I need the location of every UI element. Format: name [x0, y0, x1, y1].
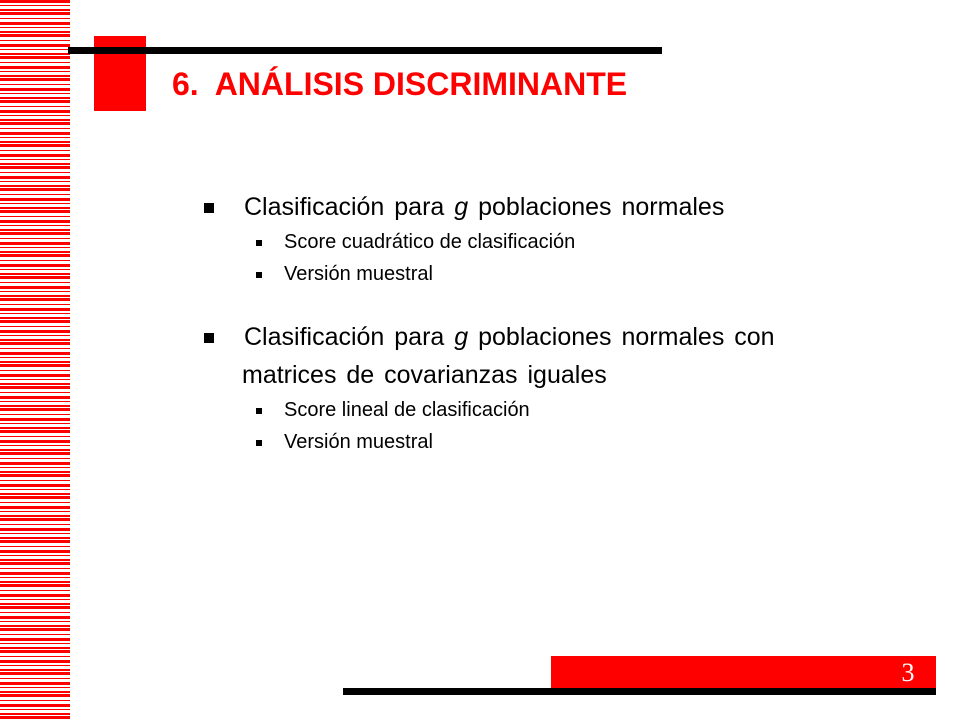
sub-bullet-item [204, 394, 924, 426]
spacer [204, 290, 924, 318]
decorative-stripe-bar [0, 0, 70, 720]
bullet-item [204, 188, 924, 226]
bullet-emphasis: g [454, 193, 469, 221]
slide-title [172, 64, 627, 104]
title-text: ANÁLISIS DISCRIMINANTE [214, 66, 628, 102]
small-square-bullet-icon [256, 272, 262, 278]
bullet-emphasis: g [454, 323, 469, 351]
square-bullet-icon [204, 203, 214, 213]
bullet-item [204, 318, 924, 394]
sub-bullet-item [204, 426, 924, 458]
slide-content [204, 188, 924, 458]
small-square-bullet-icon [256, 440, 262, 446]
bullet-text-tail: poblaciones normales [468, 193, 725, 221]
small-square-bullet-icon [256, 408, 262, 414]
square-bullet-icon [204, 333, 214, 343]
sub-bullet-text: Score cuadrático de clasificación [284, 231, 576, 253]
bullet-text: Clasificación para [244, 193, 455, 221]
bullet-continuation: matrices de covarianzas iguales [242, 361, 607, 389]
title-number: 6. [172, 66, 199, 102]
sub-bullet-item [204, 258, 924, 290]
footer-accent-bar [551, 656, 936, 689]
page-number: 3 [901, 658, 915, 687]
sub-bullet-item [204, 226, 924, 258]
bullet-text: Clasificación para [244, 323, 455, 351]
sub-bullet-text: Versión muestral [284, 263, 433, 285]
sub-bullet-text: Score lineal de clasificación [284, 399, 530, 421]
sub-bullet-text: Versión muestral [284, 431, 433, 453]
small-square-bullet-icon [256, 240, 262, 246]
bullet-text-tail: poblaciones normales con [468, 323, 775, 351]
footer-rule [343, 688, 936, 695]
title-rule [68, 47, 662, 54]
